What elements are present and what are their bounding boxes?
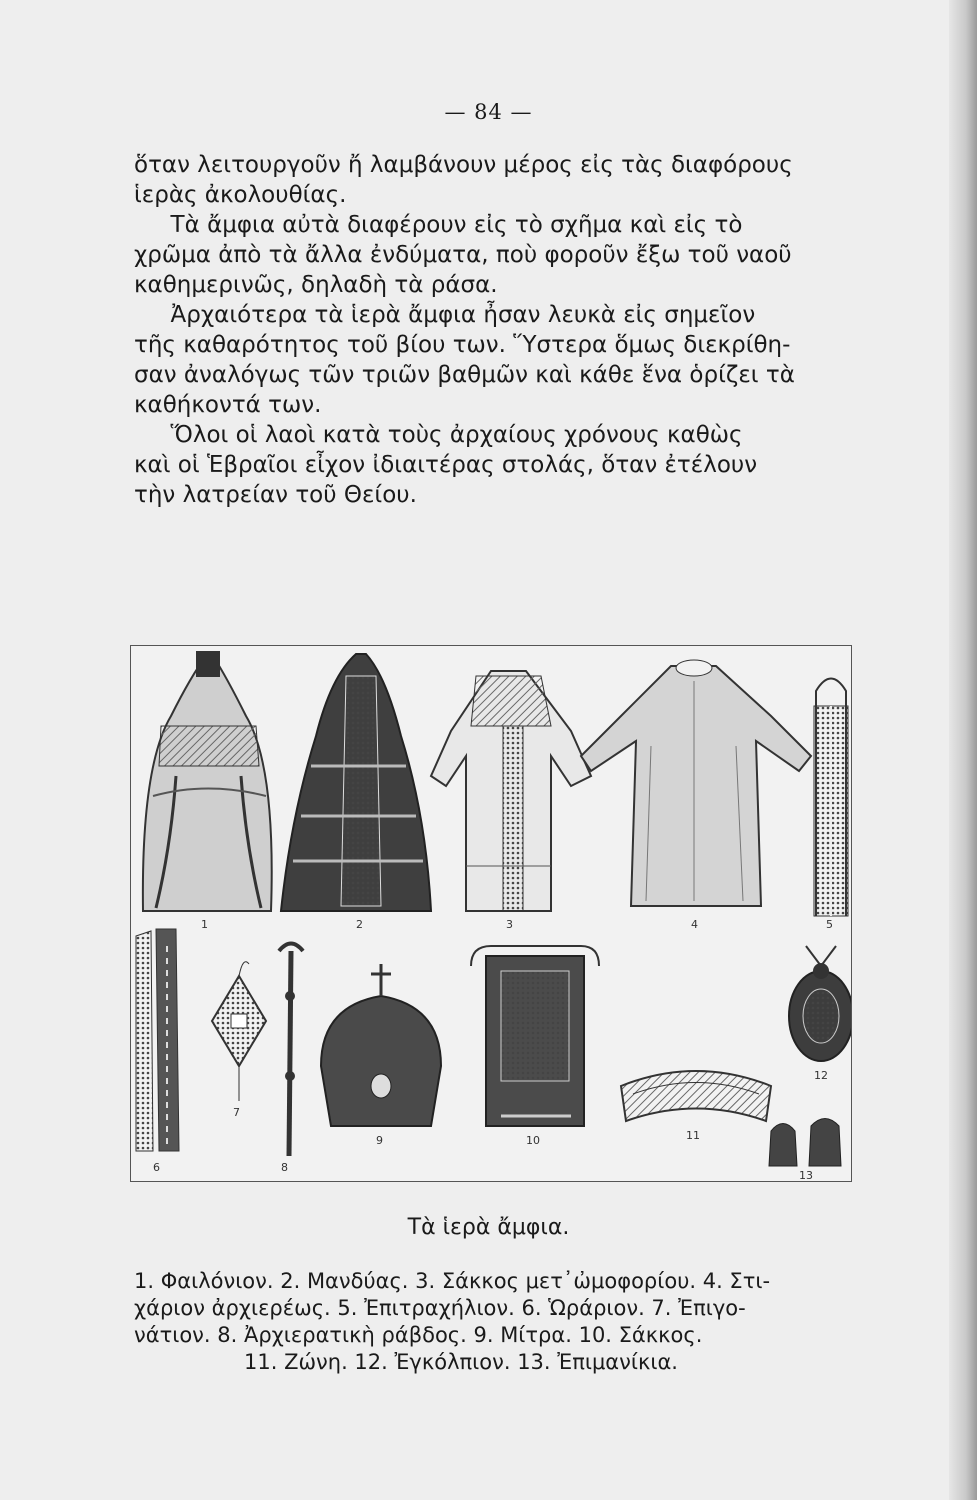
body-line: Ὅλοι οἱ λαοὶ κατὰ τοὺς ἀρχαίους χρόνους καθὼς [134, 422, 743, 448]
vestments-illustration [131, 646, 851, 1181]
epitrachelion-drawing [814, 676, 851, 916]
figure-legend [134, 1268, 869, 1376]
body-line: καθήκοντά των. [134, 392, 322, 418]
item-number: 5 [826, 918, 833, 931]
legend-line: χάριον ἀρχιερέως. 5. Ἐπιτραχήλιον. 6. Ὡράριον. 7. Ἐπιγο- [134, 1296, 746, 1320]
body-line: σαν ἀναλόγως τῶν τριῶν βαθμῶν καὶ κάθε ἕνα ὁρίζει τὰ [134, 362, 795, 388]
body-line: ἱερὰς ἀκολουθίας. [134, 182, 347, 208]
figure-caption: Τὰ ἱερὰ ἄμφια. [407, 1215, 570, 1240]
body-line: Ἀρχαιότερα τὰ ἱερὰ ἄμφια ἦσαν λευκὰ εἰς σημεῖον [134, 302, 756, 328]
sakkos-omophorion-drawing [431, 671, 591, 911]
mandyas-drawing [281, 654, 431, 911]
epimanikia-drawing [769, 1119, 841, 1167]
body-line: τῆς καθαρότητος τοῦ βίου των. Ὕστερα ὅμως διεκρίθη- [134, 332, 791, 358]
legend-line: νάτιον. 8. Ἀρχιερατικὴ ράβδος. 9. Μίτρα. 10. Σάκκος. [134, 1323, 703, 1347]
item-number: 8 [281, 1161, 288, 1174]
legend-line: 1. Φαιλόνιον. 2. Μανδύας. 3. Σάκκος μετ᾽ὠμοφορίου. 4. Στι- [134, 1269, 771, 1293]
enkolpion-drawing [789, 946, 851, 1061]
item-number: 7 [233, 1106, 240, 1119]
orarion-drawing [136, 929, 179, 1151]
sticharion-drawing [581, 660, 811, 906]
item-number: 4 [691, 918, 698, 931]
item-number: 2 [356, 918, 363, 931]
mitre-drawing [321, 964, 441, 1126]
body-line: ὅταν λειτουργοῦν ἤ λαμβάνουν μέρος εἰς τὰς διαφόρους [134, 152, 793, 178]
pastoral-staff-drawing [279, 944, 303, 1157]
body-line: καθημερινῶς, δηλαδὴ τὰ ράσα. [134, 272, 498, 298]
body-line: καὶ οἱ Ἑβραῖοι εἶχον ἰδιαιτέρας στολάς, ὅταν ἐτέλουν [134, 452, 758, 478]
belt-drawing [621, 1071, 771, 1121]
item-number: 6 [153, 1161, 160, 1174]
body-line: τὴν λατρείαν τοῦ Θείου. [134, 482, 417, 508]
epigonation-drawing [212, 962, 266, 1101]
item-number: 10 [526, 1134, 540, 1147]
body-line: χρῶμα ἀπὸ τὰ ἄλλα ἐνδύματα, ποὺ φοροῦν ἔξω τοῦ ναοῦ [134, 242, 792, 268]
sakkos-panel-drawing [471, 946, 599, 1126]
item-number: 12 [814, 1069, 828, 1082]
item-number: 1 [201, 918, 208, 931]
item-number: 13 [799, 1169, 813, 1181]
legend-line: 11. Ζώνη. 12. Ἐγκόλπιον. 13. Ἐπιμανίκια. [244, 1350, 678, 1374]
item-number: 9 [376, 1134, 383, 1147]
body-text [134, 150, 899, 510]
phelonion-drawing [143, 651, 272, 911]
vestments-figure [130, 645, 852, 1182]
item-number: 11 [686, 1129, 700, 1142]
page-number: — 84 — [444, 100, 533, 124]
item-number: 3 [506, 918, 513, 931]
page-edge-shadow [949, 0, 977, 1500]
body-line: Τὰ ἄμφια αὐτὰ διαφέρουν εἰς τὸ σχῆμα καὶ εἰς τὸ [134, 212, 743, 238]
